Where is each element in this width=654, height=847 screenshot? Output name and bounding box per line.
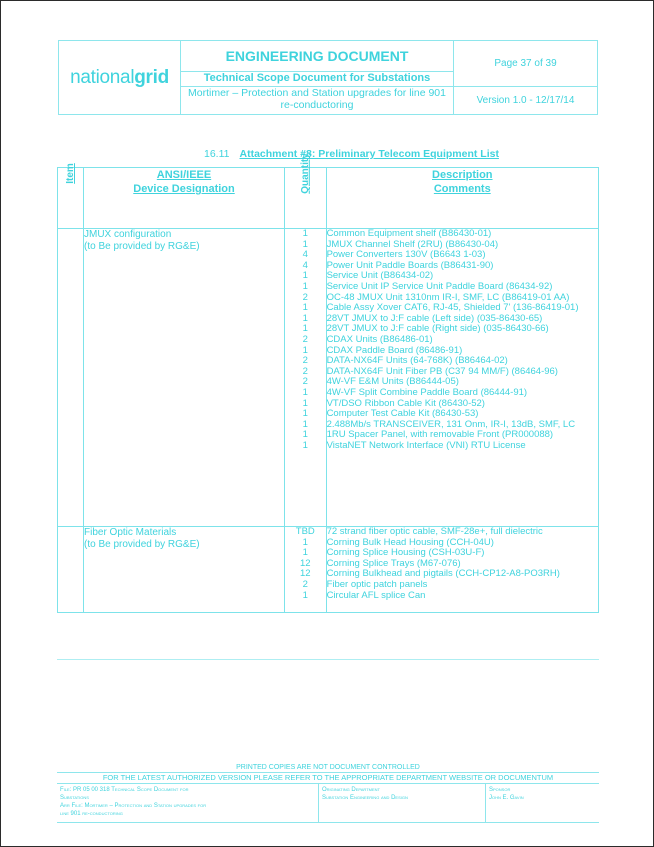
description-value: JMUX Channel Shelf (2RU) (B86430-04): [326, 238, 499, 250]
national-grid-logo: [59, 41, 181, 114]
description-value: Corning Bulkhead and pigtails (CCH-CP12-A8-PO3RH): [326, 568, 560, 580]
document-header: [58, 40, 598, 115]
sponsor-value: John E. Gavin: [489, 795, 524, 801]
device-name: Fiber Optic Materials: [84, 527, 177, 538]
item-cell: [58, 229, 84, 527]
footer-department: [319, 784, 486, 822]
description-value: 72 strand fiber optic cable, SMF-28e+, full dielectric: [326, 526, 543, 537]
file-line: Arr File: Mortimer – Protection and Station upgrades for: [60, 803, 207, 809]
description-value: 2.488Mb/s TRANSCEIVER, 131 Onm, IR-I, 13dB, SMF, LC: [326, 418, 576, 430]
project-name: Mortimer – Protection and Station upgrades for line 901 re-conductoring: [188, 87, 446, 111]
footer-info: [57, 784, 599, 823]
quantity-value: 1: [302, 418, 308, 430]
device-name: JMUX configuration: [84, 229, 172, 240]
quantity-value: 1: [302, 270, 308, 282]
quantity-cell: [285, 527, 327, 613]
description-cell: [326, 229, 598, 527]
footer-notice: PRINTED COPIES ARE NOT DOCUMENT CONTROLLED: [236, 764, 420, 771]
department-label: Originating Department: [322, 787, 381, 793]
footer-sponsor: [486, 784, 599, 822]
document-subtitle: Technical Scope Document for Substations: [181, 72, 453, 87]
device-cell: [84, 527, 285, 613]
description-value: DATA-NX64F Units (64-768K) (B86464-02): [326, 355, 508, 367]
desc-header-line1: Description: [432, 169, 493, 181]
description-value: Corning Bulk Head Housing (CCH-04U): [326, 536, 494, 548]
section-heading: [204, 148, 499, 160]
description-value: VT/DSO Ribbon Cable Kit (86430-52): [326, 397, 485, 409]
quantity-header-label: Quantity: [299, 153, 311, 194]
description-value: CDAX Units (B86486-01): [326, 333, 433, 345]
quantity-value: 2: [302, 578, 308, 590]
description-value: 4W-VF Split Combine Paddle Board (86444-91): [326, 386, 528, 398]
description-value: Corning Splice Trays (M67-076): [326, 557, 461, 569]
quantity-value: 1: [302, 547, 308, 559]
logo-text-light: national: [70, 66, 135, 88]
logo-text-bold: grid: [134, 66, 169, 88]
version-label: Version 1.0 - 12/17/14: [476, 95, 575, 106]
quantity-value: 1: [302, 238, 308, 250]
quantity-value: 1: [302, 323, 308, 335]
quantity-value: 2: [302, 365, 308, 377]
quantity-value: 1: [302, 429, 308, 441]
table-row: [58, 229, 599, 527]
description-value: 4W-VF E&M Units (B86444-05): [326, 376, 459, 388]
item-header: [58, 163, 84, 229]
quantity-value: 4: [302, 249, 308, 261]
quantity-value: 1: [302, 312, 308, 324]
sponsor-label: Sponsor: [489, 787, 511, 793]
quantity-value: 2: [302, 355, 308, 367]
description-value: 28VT JMUX to J:F cable (Right side) (035-86430-66): [326, 323, 549, 335]
quantity-value: 12: [299, 557, 311, 569]
ansi-header-line1: ANSI/IEEE: [156, 169, 212, 181]
table-header-row: [58, 168, 599, 229]
ansi-header-line2: Device Designation: [133, 183, 235, 195]
description-value: OC-48 JMUX Unit 1310nm IR-I, SMF, LC (B86419-01 AA): [326, 291, 570, 303]
footer-file: [57, 784, 319, 822]
quantity-value: 2: [302, 291, 308, 303]
description-header: [326, 168, 598, 229]
description-value: Circular AFL splice Can: [326, 589, 426, 601]
quantity-value: 1: [302, 386, 308, 398]
quantity-value: 1: [302, 344, 308, 356]
description-value: VistaNET Network Interface (VNI) RTU License: [326, 439, 526, 451]
file-line: File: PR 05 00 318 Technical Scope Document for: [60, 787, 189, 793]
file-line: Substations: [60, 795, 89, 801]
description-value: Service Unit (B86434-02): [326, 270, 434, 282]
quantity-value: TBD: [295, 526, 315, 537]
device-provider: (to Be provided by RG&E): [84, 241, 200, 252]
description-value: Power Unit Paddle Boards (B86431-90): [326, 259, 494, 271]
quantity-value: 1: [302, 589, 308, 601]
file-line: line 901 re-conductoring: [60, 811, 123, 817]
quantity-value: 2: [302, 376, 308, 388]
quantity-value: 1: [302, 228, 308, 239]
page-number: Page 37 of 39: [454, 41, 597, 87]
department-value: Substation Engineering and Design: [322, 795, 408, 801]
ansi-header: [84, 168, 285, 229]
quantity-value: 1: [302, 280, 308, 292]
quantity-value: 1: [302, 397, 308, 409]
quantity-value: 1: [302, 408, 308, 420]
description-value: 28VT JMUX to J:F cable (Left side) (035-86430-65): [326, 312, 543, 324]
document-footer: [57, 763, 599, 823]
footer-version-notice: FOR THE LATEST AUTHORIZED VERSION PLEASE REFER TO THE APPROPRIATE DEPARTMENT WEBSITE OR DOCUMENTUM: [57, 772, 599, 784]
description-value: CDAX Paddle Board (86486-91): [326, 344, 463, 356]
item-cell: [58, 527, 84, 613]
header-middle: [181, 41, 454, 114]
description-value: Common Equipment shelf (B86430-01): [326, 228, 492, 239]
description-value: Cable Assy Xover CAT6, RJ-45, Shielded 7' (136-86419-01): [326, 302, 579, 314]
description-cell: [326, 527, 598, 613]
quantity-value: 4: [302, 259, 308, 271]
item-header-label: Item: [65, 163, 76, 184]
quantity-value: 1: [302, 439, 308, 451]
description-value: 1RU Spacer Panel, with removable Front (PR000088): [326, 429, 554, 441]
section-number: 16.11: [204, 148, 230, 160]
description-value: Service Unit IP Service Unit Paddle Board (86434-92): [326, 280, 553, 292]
quantity-value: 12: [299, 568, 311, 580]
description-value: DATA-NX64F Unit Fiber PB (C37 94 MM/F) (86464-96): [326, 365, 558, 377]
desc-header-line2: Comments: [433, 183, 491, 195]
header-right: [454, 41, 597, 114]
document-title: ENGINEERING DOCUMENT: [181, 41, 453, 72]
quantity-value: 1: [302, 302, 308, 314]
quantity-value: 1: [302, 536, 308, 548]
table-row: [58, 527, 599, 613]
description-value: Computer Test Cable Kit (86430-53): [326, 408, 479, 420]
quantity-header: [285, 153, 327, 229]
description-value: Fiber optic patch panels: [326, 578, 428, 590]
separator-line: [57, 659, 599, 660]
description-value: Corning Splice Housing (CSH-03U-F): [326, 547, 485, 559]
quantity-cell: [285, 229, 327, 527]
quantity-value: 2: [302, 333, 308, 345]
device-cell: [84, 229, 285, 527]
description-value: Power Converters 130V (B6643 1-03): [326, 249, 486, 261]
section-title: Attachment #8: Preliminary Telecom Equipment List: [239, 148, 499, 160]
device-provider: (to Be provided by RG&E): [84, 539, 200, 550]
